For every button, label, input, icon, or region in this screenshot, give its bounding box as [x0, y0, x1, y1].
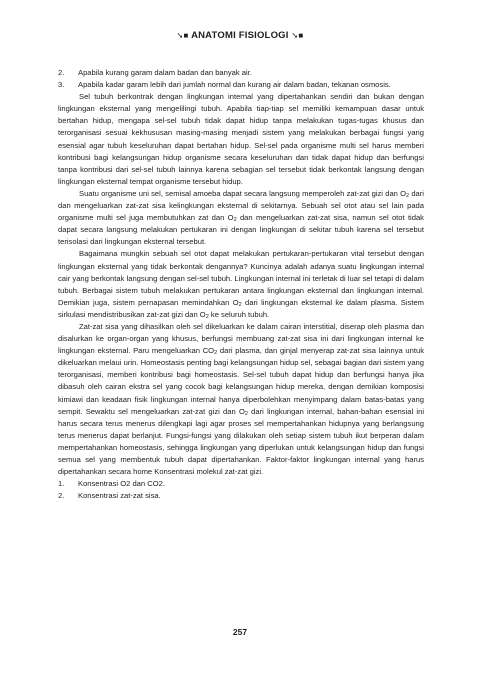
list-text: Konsentrasi zat-zat sisa. [78, 491, 161, 501]
list-number: 1. [58, 479, 65, 489]
running-header [0, 30, 480, 41]
paragraph: Sel tubuh berkontrak dengan lingkungan internal yang dipertahankan sendiri dan bukan dengan lingkungan eksternal yang mengelilingi tubuh. Apabila tiap-tiap sel memiliki kemampuan dasar untuk bertahan hidup, mengapa sel-sel tubuh tidak dapat hidup tanpa melakukan tugas-tugas khusus dan terorganisasi sesuai kekhususan masing-masing menjadi sistem yang melakukan berbagai fungsi yang esensial agar tubuh keseluruhan dapat bertahan hidup. Sel-sel pada organisme multi sel harus memberi kontribusi bagi kelangsungan hidup organisme secara keseluruhan dan tidak dapat hidup dan berfungsi tanpa kontribusi dari sel-sel tubuh lainnya karena sebagian sel tersebut tidak berkontak langsung dengan lingkungan eksternal tempat organisme tersebut hidup. [58, 92, 424, 186]
list-item [58, 67, 424, 79]
list-item [58, 79, 424, 91]
list-number: 2. [58, 68, 65, 77]
list-text: Apabila kurang garam dalam badan dan banyak air. [78, 68, 252, 77]
header-title: ANATOMI FISIOLOGI [191, 30, 289, 41]
list-item [58, 478, 424, 490]
header-ornament-left: ➘■ [176, 31, 189, 40]
paragraph: Suatu organisme uni sel, semisal amoeba dapat secara langsung memperoleh zat-zat gizi dan $O_2$ dari dan mengeluarkan zat-zat sisa kelingkungan eksternal di sekitarnya. Sebuah sel otot atau sel lain pada organisme multi sel juga membutuhkan zat dan $O_2$ dan mengeluarkan zat-zat sisa, namun sel otot tidak dapat secara langsung melakukan pertukaran ini dengan lingkungan di sekitar tubuh karena sel tersebut terisolasi dari lingkungan eksternal tersebut. [58, 188, 424, 247]
list-number: 2. [58, 491, 65, 501]
paragraph: Bagaimana mungkin sebuah sel otot dapat melakukan pertukaran-pertukaran vital tersebut dengan lingkungan eksternal yang tidak berkontak dengannya? Kuncinya adalah adanya suatu lingkungan internal cair yang berkontak langsung dengan sel-sel tubuh. Lingkungan internal ini terletak di luar sel tetapi di dalam tubuh. Berbagai sistem tubuh melakukan pertukaran antara lingkungan eksternal dan lingkungan internal. Demikian juga, sistem pernapasan memindahkan $O_2$ dari lingkungan eksternal ke dalam plasma. Sistem sirkulasi mendistribusikan zat-zat gizi dan $O_2$ ke seluruh tubuh. [58, 249, 424, 320]
page-number: 257 [232, 627, 248, 637]
header-ornament-right: ➘■ [291, 31, 304, 40]
page-body [58, 67, 424, 502]
list-number: 3. [58, 80, 65, 90]
list-text: Apabila kadar garam lebih dari jumlah normal dan kurang air dalam badan, tekanan osmosis. [78, 80, 391, 90]
paragraph: Zat-zat sisa yang dihasilkan oleh sel dikeluarkan ke dalam cairan interstitial, diserap oleh plasma dan disalurkan ke organ-organ yang khusus, berfungsi membuang zat-zat sisa ini dari lingkungan internal ke lingkungan eksternal. Paru mengeluarkan $CO_2$ dari plasma, dan ginjal menyerap zat-zat sisa lainnya untuk dikeluarkan melaui urin. Homeostasis penting bagi kelangsungan hidup sel, sebagai bagian dari sistem yang terorganisasi, memberi kontribusi bagi homeostasis. Sel-sel tubuh dapat hidup dan berfungsi hanya jika dibasuh oleh cairan ekstra sel yang cocok bagi kelangsungan hidup mereka, dengan demikian komposisi kimiawi dan keadaan fisik lingkungan internal hanya diperbolehkan menyimpang dalam batas-batas yang sempit. Sewaktu sel mengeluarkan zat-zat gizi dan $O_2$ dari lingkungan internal, bahan-bahan esensial ini harus secara terus menerus dilengkapi lagi agar proses sel mempertahankan hidupnya yang berlangsung terus menerus dapat berlanjut. Fungsi-fungsi yang dilakukan oleh setiap sistem tubuh ikut berperan dalam mempertahankan homeostasis, sehingga lingkungan yang diperlukan untuk kelangsungan hidup dan fungsi semua sel yang membentuk tubuh dapat dipertahankan. Faktor-faktor lingkungan internal yang harus dipertahankan secara home Konsentrasi molekul zat-zat gizi. [58, 321, 425, 477]
list-item [58, 490, 424, 502]
list-text: Konsentrasi O2 dan CO2. [78, 479, 165, 489]
